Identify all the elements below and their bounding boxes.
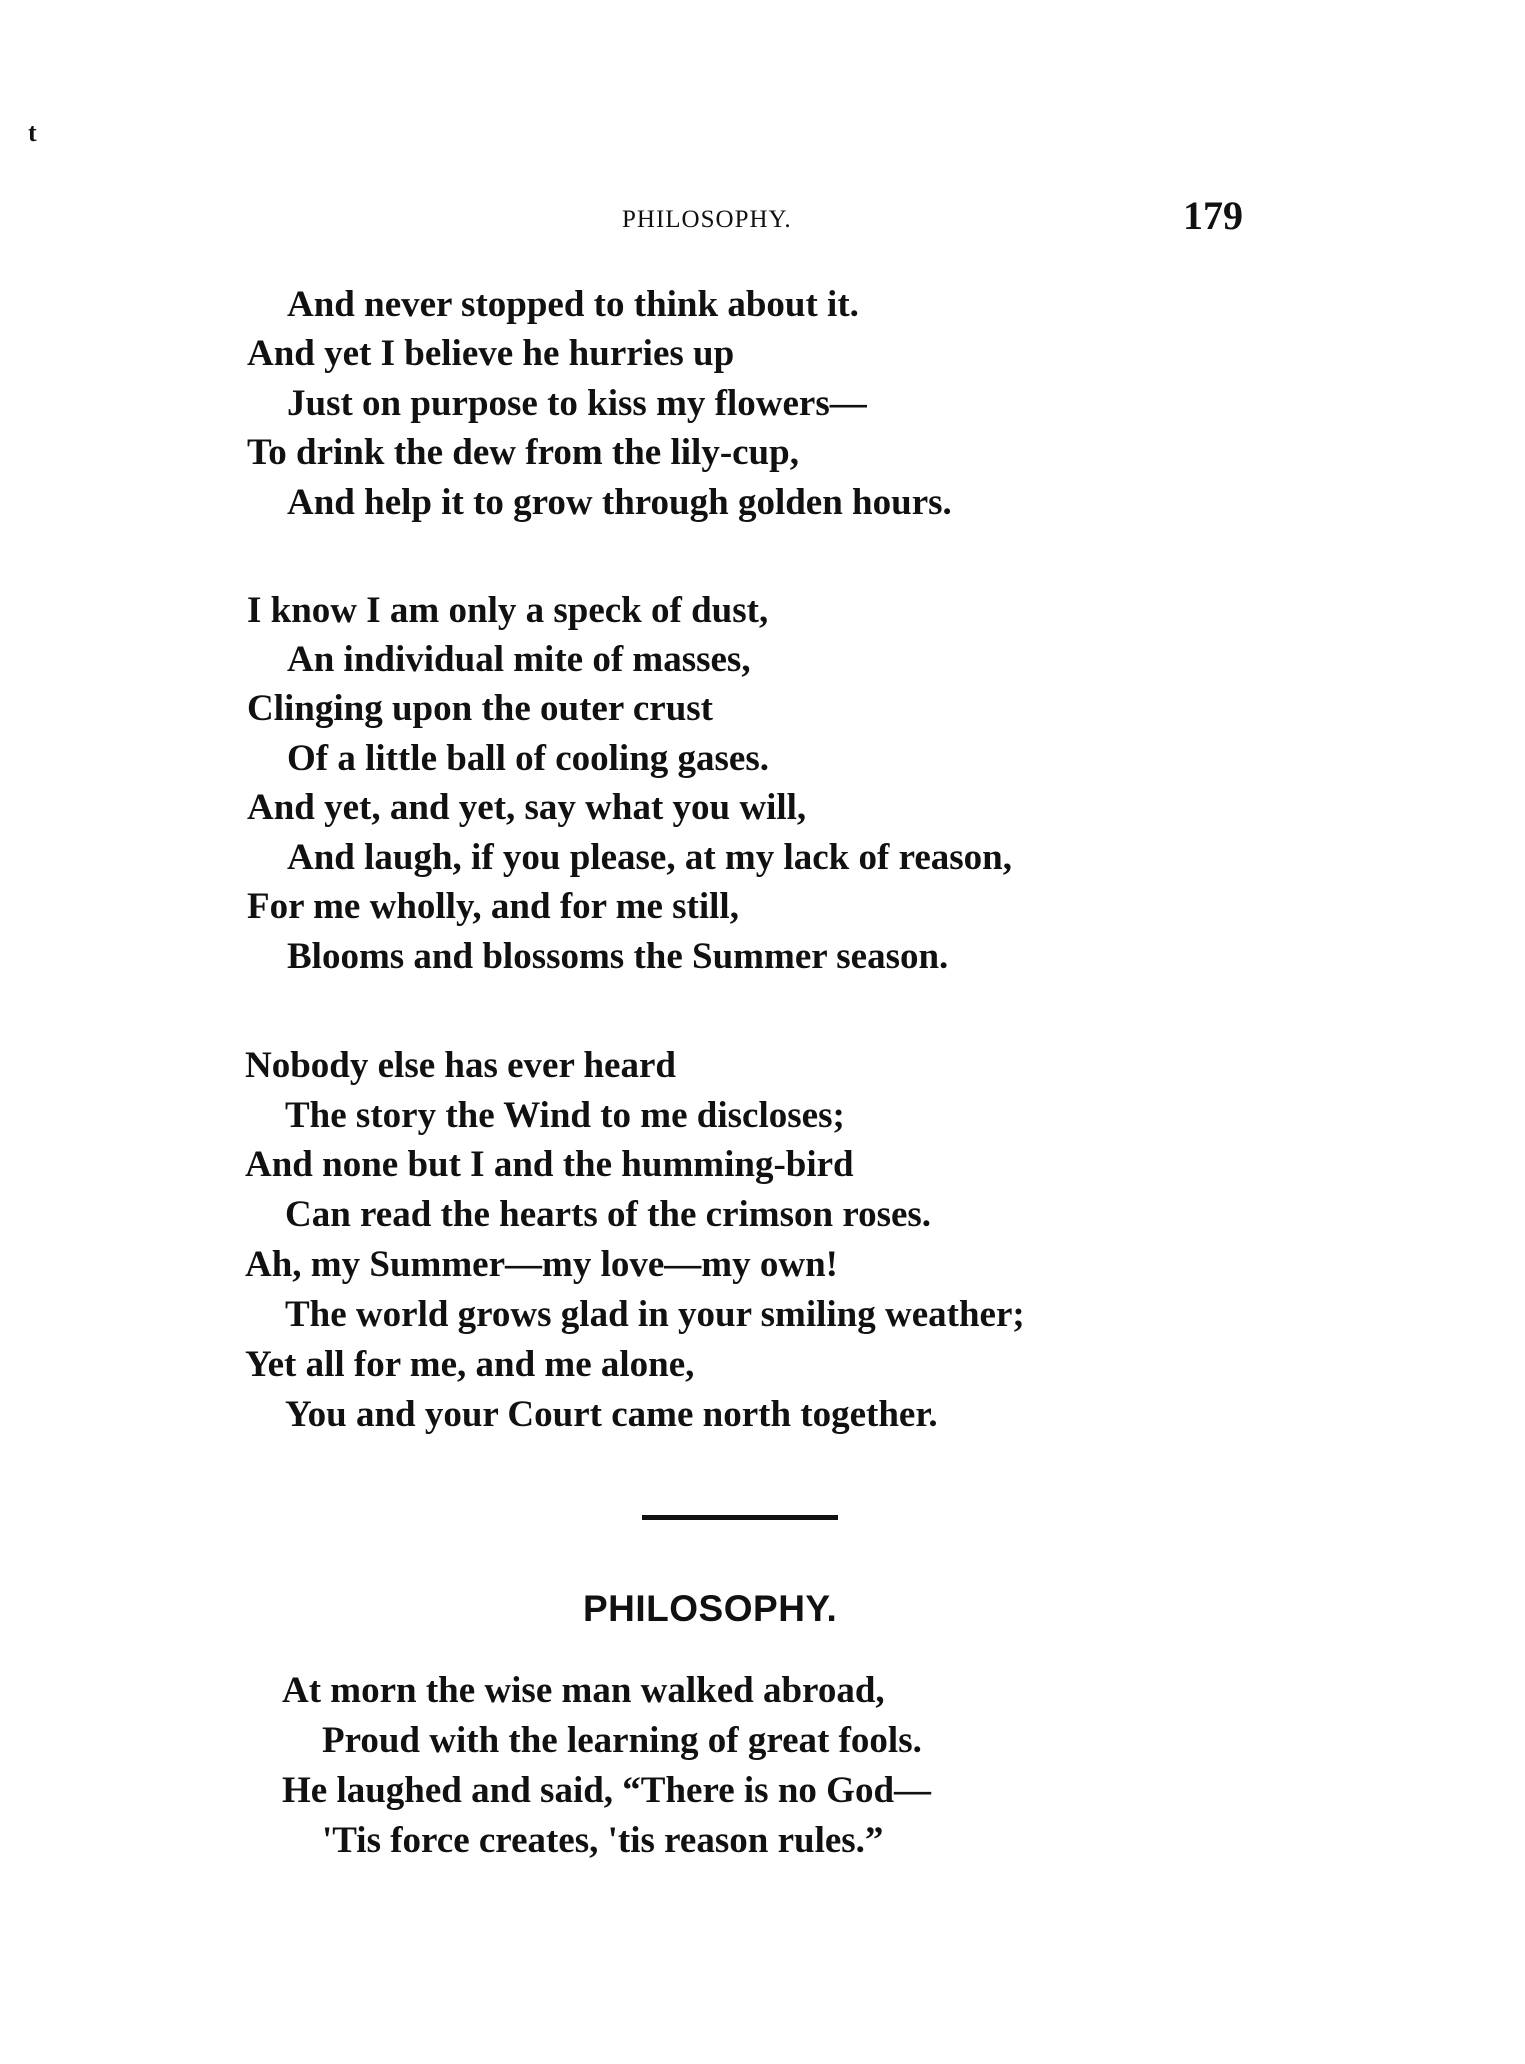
poem-line: I know I am only a speck of dust, bbox=[247, 590, 769, 631]
poem-line: And laugh, if you please, at my lack of reason, bbox=[287, 837, 1012, 878]
poem-line: Can read the hearts of the crimson roses. bbox=[285, 1194, 932, 1235]
poem-line: He laughed and said, “There is no God— bbox=[282, 1770, 932, 1811]
poem-line: For me wholly, and for me still, bbox=[247, 886, 739, 927]
poem-line: Proud with the learning of great fools. bbox=[322, 1720, 922, 1761]
running-title: PHILOSOPHY. bbox=[622, 206, 792, 233]
poem-line: You and your Court came north together. bbox=[285, 1394, 938, 1435]
poem-line: Blooms and blossoms the Summer season. bbox=[287, 936, 949, 977]
poem-line: Clinging upon the outer crust bbox=[247, 688, 713, 729]
poem-line: An individual mite of masses, bbox=[287, 639, 751, 680]
poem-line: Of a little ball of cooling gases. bbox=[287, 738, 769, 779]
poem-line: Nobody else has ever heard bbox=[245, 1045, 676, 1086]
poem-line: Ah, my Summer—my love—my own! bbox=[245, 1244, 838, 1285]
poem-title: PHILOSOPHY. bbox=[583, 1588, 838, 1629]
poem-line: And never stopped to think about it. bbox=[287, 284, 859, 325]
poem-line: And yet I believe he hurries up bbox=[247, 333, 735, 374]
poem-line: Just on purpose to kiss my flowers— bbox=[287, 383, 867, 424]
margin-mark: t bbox=[28, 118, 37, 147]
poem-line: And yet, and yet, say what you will, bbox=[247, 787, 807, 828]
poem-line: Yet all for me, and me alone, bbox=[245, 1344, 695, 1385]
section-divider bbox=[642, 1515, 838, 1520]
poem-line: And help it to grow through golden hours. bbox=[287, 482, 952, 523]
poem-line: To drink the dew from the lily-cup, bbox=[247, 432, 799, 473]
poem-line: The world grows glad in your smiling weather; bbox=[285, 1294, 1025, 1335]
poem-line: The story the Wind to me discloses; bbox=[285, 1095, 845, 1136]
poem-line: 'Tis force creates, 'tis reason rules.” bbox=[322, 1820, 884, 1861]
page-number: 179 bbox=[1183, 193, 1243, 238]
poem-line: At morn the wise man walked abroad, bbox=[282, 1670, 885, 1711]
poem-line: And none but I and the humming-bird bbox=[245, 1144, 854, 1185]
